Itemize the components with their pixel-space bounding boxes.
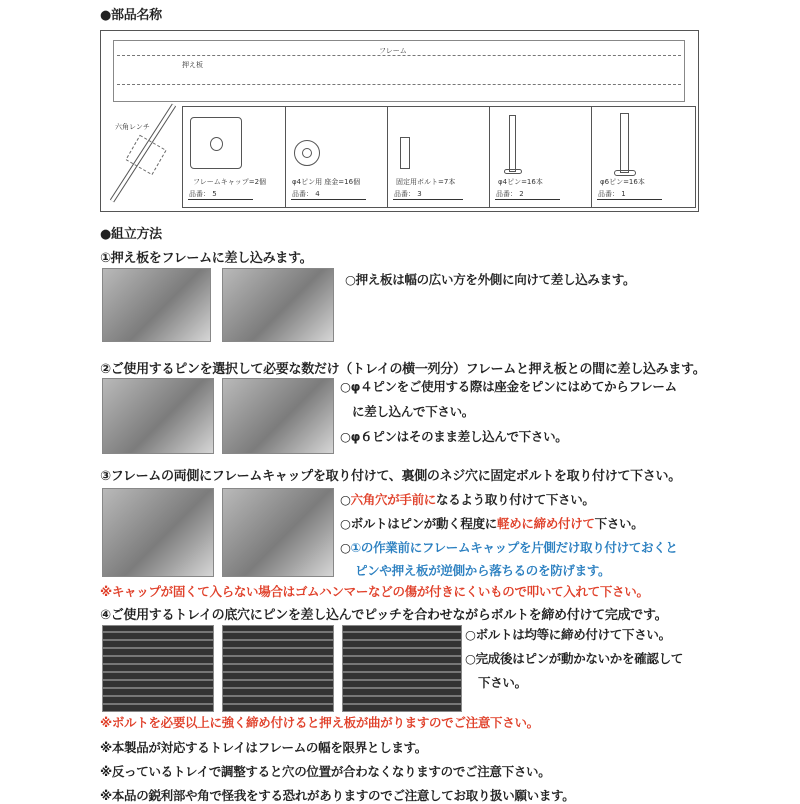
- frame-label: フレーム: [379, 47, 407, 55]
- hex-wrench-icon: [106, 101, 181, 206]
- note-item: ※本品の鋭利部や角で怪我をする恐れがありますのでご注意してお取り扱い願います。: [100, 788, 575, 803]
- part-cell-3: [387, 107, 490, 207]
- step1-photo-1: [102, 268, 211, 342]
- part-number: 品番： 2: [496, 190, 524, 198]
- step1-line: ○押え板は幅の広い方を外側に向けて差し込みます。: [345, 272, 636, 287]
- step3-line-1: ○六角穴が手前になるよう取り付けて下さい。: [340, 492, 595, 507]
- step2-title: ②ご使用するピンを選択して必要な数だけ（トレイの横一列分）フレームと押え板との間に差し込みます。: [100, 362, 706, 377]
- frame-cap-icon: [190, 117, 242, 169]
- step4-line: ○完成後はピンが動かないかを確認して: [465, 651, 684, 666]
- frame-drawing: [113, 40, 685, 102]
- part-name: フレームキャップ=2個: [193, 178, 267, 186]
- part-cell-4: [285, 107, 388, 207]
- step4-line: 下さい。: [478, 675, 527, 690]
- wrench-label: 六角レンチ: [115, 123, 150, 131]
- parts-diagram: [100, 30, 699, 212]
- step3-title: ③フレームの両側にフレームキャップを取り付けて、裏側のネジ穴に固定ボルトを取り付けて下さい。: [100, 469, 681, 484]
- part-name: φ6ピン=16本: [600, 178, 645, 186]
- part-name: φ4ピン用 座金=16個: [292, 178, 361, 186]
- note-item: ※本製品が対応するトレイはフレームの幅を限界とします。: [100, 740, 427, 755]
- step4-photo-1: [102, 625, 214, 712]
- pin-6-icon: [620, 113, 629, 173]
- parts-heading: ●部品名称: [100, 8, 162, 23]
- parts-table: [182, 106, 696, 208]
- step4-line: ○ボルトは均等に締め付けて下さい。: [465, 627, 671, 642]
- part-number: 品番： 1: [598, 190, 626, 198]
- part-number: 品番： 4: [292, 190, 320, 198]
- part-name: 固定用ボルト=7本: [396, 178, 456, 186]
- washer-icon: [294, 140, 320, 166]
- step3-photo-1: [102, 488, 214, 577]
- assembly-heading: ●組立方法: [100, 227, 162, 242]
- step3-line-3: ○①の作業前にフレームキャップを片側だけ取り付けておくと: [340, 540, 678, 555]
- step3-line-4: ピンや押え板が逆側から落ちるのを防げます。: [355, 563, 611, 578]
- part-number: 品番： 5: [189, 190, 217, 198]
- step2-line: に差し込んで下さい。: [352, 404, 475, 419]
- part-cell-2: [489, 107, 592, 207]
- step1-title: ①押え板をフレームに差し込みます。: [100, 251, 313, 266]
- caution-note: ※ボルトを必要以上に強く締め付けると押え板が曲がりますのでご注意下さい。: [100, 715, 539, 730]
- part-cell-1: [591, 107, 696, 207]
- part-number: 品番： 3: [394, 190, 422, 198]
- step4-photo-3: [342, 625, 462, 712]
- bolt-icon: [400, 137, 410, 169]
- note-item: ※反っているトレイで調整すると穴の位置が合わなくなりますのでご注意下さい。: [100, 764, 551, 779]
- step2-line: ○φ４ピンをご使用する際は座金をピンにはめてからフレーム: [340, 379, 677, 394]
- pin-4-icon: [509, 115, 516, 172]
- step3-line-2: ○ボルトはピンが動く程度に軽めに締め付けて下さい。: [340, 516, 644, 531]
- step3-note: ※キャップが固くて入らない場合はゴムハンマーなどの傷が付きにくいもので叩いて入れて下さい。: [100, 584, 649, 599]
- step2-line: ○φ６ピンはそのまま差し込んで下さい。: [340, 429, 568, 444]
- step2-photo-1: [102, 378, 214, 454]
- part-cell-5: [183, 107, 285, 207]
- step3-photo-2: [222, 488, 334, 577]
- step1-photo-2: [222, 268, 334, 342]
- plate-label: 押え板: [182, 61, 203, 69]
- part-name: φ4ピン=16本: [498, 178, 543, 186]
- plate-drawing: [117, 55, 681, 85]
- step4-title: ④ご使用するトレイの底穴にピンを差し込んでピッチを合わせながらボルトを締め付けて完成です。: [100, 608, 668, 623]
- step2-photo-2: [222, 378, 334, 454]
- step4-photo-2: [222, 625, 334, 712]
